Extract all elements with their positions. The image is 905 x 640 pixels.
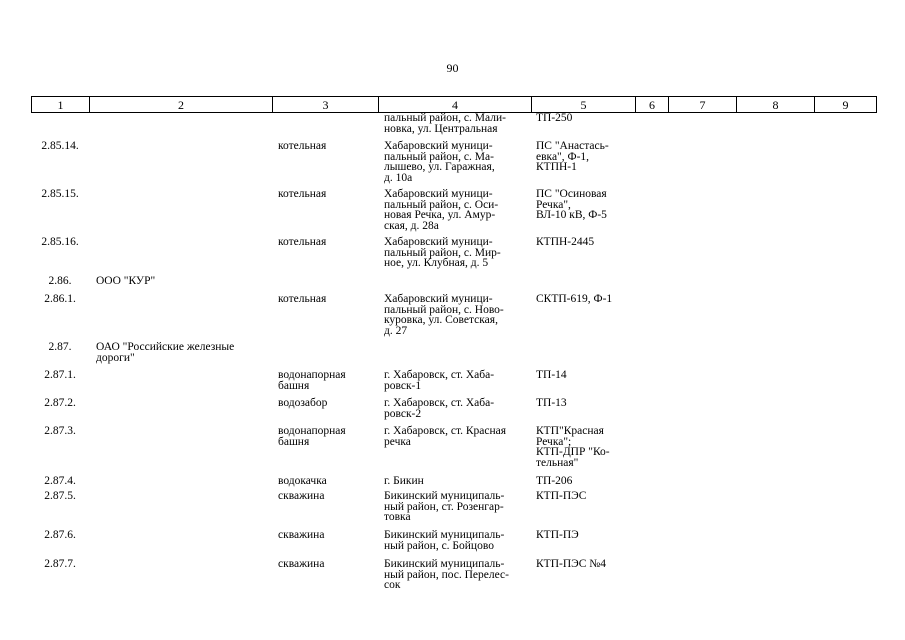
organization-name xyxy=(89,235,272,274)
object-address: Хабаровский муници- пальный район, с. Мир- ное, ул. Клубная, д. 5 xyxy=(384,236,501,269)
column-header-row xyxy=(31,96,877,113)
table-row xyxy=(31,368,876,396)
organization-name xyxy=(89,396,272,424)
power-source xyxy=(531,340,635,368)
column-header-3: 3 xyxy=(273,97,379,113)
object-type: водозабор xyxy=(278,397,328,409)
organization-name xyxy=(89,292,272,340)
object-type: котельная xyxy=(278,293,327,305)
power-source: КТПН-2445 xyxy=(536,236,595,248)
power-source xyxy=(531,274,635,292)
table-row xyxy=(31,292,876,340)
object-type: котельная xyxy=(278,140,327,152)
table-row xyxy=(31,113,876,139)
organization-name xyxy=(89,113,272,139)
row-number: 2.87.1. xyxy=(44,369,76,381)
row-number: 2.87.6. xyxy=(44,529,76,541)
power-source: КТП"Красная Речка"; КТП-ДПР "Ко- тельная" xyxy=(536,425,610,469)
row-number: 2.87.3. xyxy=(44,425,76,437)
object-type: скважина xyxy=(278,558,325,570)
power-source: СКТП-619, Ф-1 xyxy=(536,293,613,305)
row-number: 2.87.4. xyxy=(44,475,76,487)
object-type xyxy=(272,274,378,292)
object-address xyxy=(378,274,531,292)
row-number: 2.85.15. xyxy=(41,188,79,200)
table-row xyxy=(31,340,876,368)
row-number: 2.85.14. xyxy=(41,140,79,152)
row-number: 2.85.16. xyxy=(41,236,79,248)
table-row xyxy=(31,557,876,593)
object-type xyxy=(272,113,378,139)
table-row xyxy=(31,139,876,187)
object-address: Хабаровский муници- пальный район, с. Оси- новая Речка, ул. Амур- ская, д. 28а xyxy=(384,188,499,232)
table-row xyxy=(31,396,876,424)
row-number: 2.87.2. xyxy=(44,397,76,409)
row-number: 2.86. xyxy=(48,275,72,287)
row-number: 2.86.1. xyxy=(44,293,76,305)
column-header-8: 8 xyxy=(737,97,815,113)
table-row xyxy=(31,424,876,474)
column-header-2: 2 xyxy=(90,97,273,113)
power-source: КТП-ПЭС №4 xyxy=(536,558,606,570)
organization-name xyxy=(89,424,272,474)
column-header-6: 6 xyxy=(636,97,669,113)
table-row xyxy=(31,235,876,274)
organization-name: ОАО "Российские железные дороги" xyxy=(96,341,235,364)
power-source: КТП-ПЭС xyxy=(536,490,587,502)
object-address: г. Хабаровск, ст. Красная речка xyxy=(384,425,507,448)
object-type: водонапорная башня xyxy=(278,369,346,392)
power-source: ТП-250 xyxy=(536,112,573,124)
organization-name: ООО "КУР" xyxy=(96,275,156,287)
object-type: скважина xyxy=(278,490,325,502)
row-number: 2.87. xyxy=(48,341,72,353)
power-source: ТП-13 xyxy=(536,397,567,409)
object-type: котельная xyxy=(278,188,327,200)
power-source: ТП-14 xyxy=(536,369,567,381)
column-header-5: 5 xyxy=(532,97,636,113)
organization-name xyxy=(89,474,272,489)
table-row xyxy=(31,489,876,528)
power-source: ПС "Осиновая Речка", ВЛ-10 кВ, Ф-5 xyxy=(536,188,607,221)
table-row xyxy=(31,528,876,557)
organization-name xyxy=(89,368,272,396)
row-number: 2.87.7. xyxy=(44,558,76,570)
object-address xyxy=(378,340,531,368)
object-type xyxy=(272,340,378,368)
organization-name xyxy=(89,187,272,235)
power-source: КТП-ПЭ xyxy=(536,529,579,541)
table-row xyxy=(31,187,876,235)
organization-name xyxy=(89,528,272,557)
power-source: ТП-206 xyxy=(536,475,573,487)
object-address: г. Хабаровск, ст. Хаба- ровск-2 xyxy=(384,397,495,420)
table-body xyxy=(31,113,876,593)
object-type: водокачка xyxy=(278,475,327,487)
object-type: котельная xyxy=(278,236,327,248)
column-header-4: 4 xyxy=(379,97,532,113)
column-header-7: 7 xyxy=(669,97,737,113)
organization-name xyxy=(89,557,272,593)
organization-name xyxy=(89,489,272,528)
object-address: Бикинский муниципаль- ный район, пос. Перелес- сок xyxy=(384,558,509,591)
object-address: Бикинский муниципаль- ный район, ст. Розенгар- товка xyxy=(384,490,505,523)
object-type: скважина xyxy=(278,529,325,541)
power-source: ПС "Анастась- евка", Ф-1, КТПН-1 xyxy=(536,140,609,173)
object-address: Хабаровский муници- пальный район, с. Ма- лышево, ул. Гаражная, д. 10а xyxy=(384,140,495,184)
column-header-1: 1 xyxy=(32,97,90,113)
column-header-9: 9 xyxy=(815,97,877,113)
object-address: г. Хабаровск, ст. Хаба- ровск-1 xyxy=(384,369,495,392)
row-number: 2.87.5. xyxy=(44,490,76,502)
object-address: г. Бикин xyxy=(384,475,424,487)
table-row xyxy=(31,474,876,489)
organization-name xyxy=(89,139,272,187)
object-address: Бикинский муниципаль- ный район, с. Бойцово xyxy=(384,529,505,552)
object-address: Хабаровский муници- пальный район, с. Ново- куровка, ул. Советская, д. 27 xyxy=(384,293,504,337)
page-number: 90 xyxy=(446,61,459,75)
object-type: водонапорная башня xyxy=(278,425,346,448)
table-row xyxy=(31,274,876,292)
row-number xyxy=(31,113,89,139)
object-address: пальный район, с. Мали- новка, ул. Центральная xyxy=(384,112,506,135)
